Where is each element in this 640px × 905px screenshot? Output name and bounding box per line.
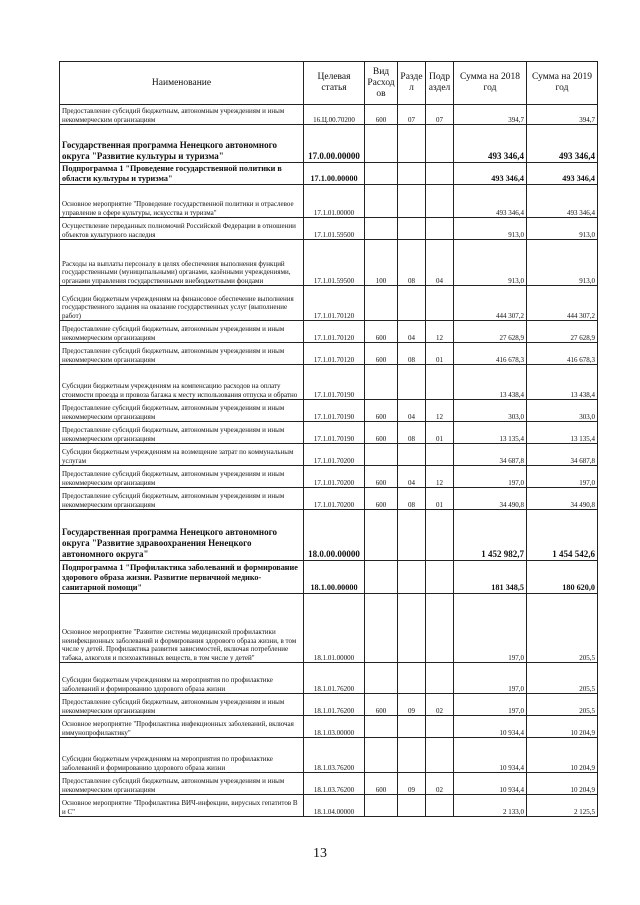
cell-sum-2018: 197,0 — [454, 594, 527, 663]
cell-section — [398, 125, 426, 163]
cell-sum-2019: 34 687,8 — [527, 444, 598, 466]
cell-sum-2018: 1 452 982,7 — [454, 510, 527, 561]
cell-expense-type — [365, 716, 398, 738]
table-row — [60, 594, 598, 663]
cell-name: Подпрограмма 1 "Проведение государственной политики в области культуры и туризма" — [60, 163, 304, 185]
table-row — [60, 488, 598, 510]
cell-sum-2019: 205,5 — [527, 663, 598, 694]
cell-sum-2018: 27 628,9 — [454, 321, 527, 343]
cell-sum-2019: 34 490,8 — [527, 488, 598, 510]
cell-sum-2019: 444 307,2 — [527, 286, 598, 321]
cell-subsection — [426, 738, 454, 773]
cell-sum-2019: 13 135,4 — [527, 422, 598, 444]
cell-subsection — [426, 561, 454, 594]
cell-section: 08 — [398, 343, 426, 365]
table-row — [60, 561, 598, 594]
table-row — [60, 343, 598, 365]
cell-sum-2018: 197,0 — [454, 466, 527, 488]
cell-name: Субсидии бюджетным учреждениям на мероприятия по профилактике заболеваний и формированию здорового образа жизни — [60, 663, 304, 694]
cell-section — [398, 185, 426, 218]
cell-sum-2018: 13 438,4 — [454, 365, 527, 400]
cell-expense-type — [365, 286, 398, 321]
header-subsection: Подр аздел — [426, 62, 454, 105]
table-row — [60, 400, 598, 422]
cell-target-article: 17.1.01.70120 — [304, 343, 365, 365]
cell-subsection — [426, 286, 454, 321]
cell-sum-2019: 913,0 — [527, 218, 598, 240]
header-sum-2019: Сумма на 2019 год — [527, 62, 598, 105]
cell-sum-2018: 493 346,4 — [454, 163, 527, 185]
cell-target-article: 17.1.01.70200 — [304, 466, 365, 488]
cell-name: Государственная программа Ненецкого автономного округа "Развитие здравоохранения Ненецкого автономного округа" — [60, 510, 304, 561]
table-row — [60, 185, 598, 218]
cell-name: Предоставление субсидий бюджетным, автономным учреждениям и иным некоммерческим организациям — [60, 466, 304, 488]
cell-expense-type — [365, 185, 398, 218]
table-row — [60, 663, 598, 694]
cell-section: 04 — [398, 400, 426, 422]
cell-sum-2019: 10 204,9 — [527, 773, 598, 795]
cell-sum-2019: 493 346,4 — [527, 163, 598, 185]
cell-subsection: 12 — [426, 321, 454, 343]
header-section: Разде л — [398, 62, 426, 105]
header-expense-type: Вид Расход ов — [365, 62, 398, 105]
cell-sum-2018: 2 133,0 — [454, 795, 527, 817]
table-row — [60, 365, 598, 400]
table-row — [60, 738, 598, 773]
cell-name: Основное мероприятие "Профилактика инфекционных заболеваний, включая иммунопрофилактику" — [60, 716, 304, 738]
cell-subsection: 04 — [426, 240, 454, 286]
header-sum-2018: Сумма на 2018 год — [454, 62, 527, 105]
cell-sum-2018: 444 307,2 — [454, 286, 527, 321]
cell-sum-2019: 416 678,3 — [527, 343, 598, 365]
table-row — [60, 240, 598, 286]
cell-expense-type: 600 — [365, 466, 398, 488]
cell-target-article: 16.Ц.00.70200 — [304, 105, 365, 125]
header-name: Наименование — [60, 62, 304, 105]
cell-target-article: 17.1.01.70200 — [304, 488, 365, 510]
cell-section — [398, 716, 426, 738]
cell-subsection: 07 — [426, 105, 454, 125]
cell-expense-type — [365, 561, 398, 594]
cell-expense-type: 600 — [365, 343, 398, 365]
cell-sum-2018: 10 934,4 — [454, 773, 527, 795]
cell-section — [398, 594, 426, 663]
cell-section — [398, 795, 426, 817]
cell-sum-2019: 180 620,0 — [527, 561, 598, 594]
cell-expense-type — [365, 365, 398, 400]
cell-sum-2018: 181 348,5 — [454, 561, 527, 594]
cell-subsection — [426, 163, 454, 185]
cell-expense-type: 100 — [365, 240, 398, 286]
cell-target-article: 18.1.03.76200 — [304, 773, 365, 795]
cell-target-article: 17.1.01.70200 — [304, 444, 365, 466]
cell-name: Основное мероприятие "Профилактика ВИЧ-инфекции, вирусных гепатитов В и С" — [60, 795, 304, 817]
cell-expense-type: 600 — [365, 422, 398, 444]
cell-sum-2018: 34 687,8 — [454, 444, 527, 466]
cell-section: 04 — [398, 321, 426, 343]
table-row — [60, 286, 598, 321]
cell-sum-2019: 493 346,4 — [527, 185, 598, 218]
cell-target-article: 17.1.01.70120 — [304, 286, 365, 321]
cell-name: Государственная программа Ненецкого автономного округа "Развитие культуры и туризма" — [60, 125, 304, 163]
cell-sum-2018: 493 346,4 — [454, 125, 527, 163]
cell-target-article: 17.1.01.70190 — [304, 365, 365, 400]
cell-target-article: 18.1.03.00000 — [304, 716, 365, 738]
cell-name: Предоставление субсидий бюджетным, автономным учреждениям и иным некоммерческим организациям — [60, 105, 304, 125]
cell-expense-type — [365, 510, 398, 561]
cell-name: Предоставление субсидий бюджетным, автономным учреждениям и иным некоммерческим организациям — [60, 321, 304, 343]
cell-section: 04 — [398, 466, 426, 488]
cell-name: Субсидии бюджетным учреждениям на мероприятия по профилактике заболеваний и формированию здорового образа жизни — [60, 738, 304, 773]
cell-sum-2018: 913,0 — [454, 218, 527, 240]
cell-target-article: 17.1.01.59500 — [304, 218, 365, 240]
cell-subsection — [426, 185, 454, 218]
cell-target-article: 18.0.00.00000 — [304, 510, 365, 561]
cell-section — [398, 663, 426, 694]
cell-section — [398, 561, 426, 594]
cell-expense-type: 600 — [365, 321, 398, 343]
cell-subsection: 02 — [426, 773, 454, 795]
cell-section — [398, 163, 426, 185]
cell-sum-2019: 10 204,9 — [527, 738, 598, 773]
cell-sum-2019: 13 438,4 — [527, 365, 598, 400]
cell-target-article: 17.1.01.59500 — [304, 240, 365, 286]
cell-subsection — [426, 125, 454, 163]
cell-expense-type — [365, 125, 398, 163]
table-row — [60, 163, 598, 185]
cell-target-article: 17.1.01.70120 — [304, 321, 365, 343]
cell-name: Предоставление субсидий бюджетным, автономным учреждениям и иным некоммерческим организациям — [60, 488, 304, 510]
cell-subsection — [426, 365, 454, 400]
cell-name: Подпрограмма 1 "Профилактика заболеваний и формирование здорового образа жизни. Развитие первичной медико-санитарной помощи" — [60, 561, 304, 594]
cell-target-article: 17.1.01.00000 — [304, 185, 365, 218]
cell-expense-type — [365, 218, 398, 240]
cell-sum-2019: 2 125,5 — [527, 795, 598, 817]
cell-section — [398, 286, 426, 321]
cell-sum-2019: 303,0 — [527, 400, 598, 422]
cell-subsection — [426, 444, 454, 466]
table-row — [60, 321, 598, 343]
cell-subsection: 12 — [426, 466, 454, 488]
cell-subsection — [426, 663, 454, 694]
cell-expense-type: 600 — [365, 105, 398, 125]
cell-sum-2018: 34 490,8 — [454, 488, 527, 510]
cell-subsection — [426, 795, 454, 817]
cell-target-article: 18.1.00.00000 — [304, 561, 365, 594]
cell-subsection: 01 — [426, 422, 454, 444]
cell-name: Предоставление субсидий бюджетным, автономным учреждениям и иным некоммерческим организациям — [60, 343, 304, 365]
table-row — [60, 510, 598, 561]
cell-subsection — [426, 594, 454, 663]
cell-sum-2019: 205,5 — [527, 594, 598, 663]
cell-target-article: 18.1.01.76200 — [304, 663, 365, 694]
cell-name: Расходы на выплаты персоналу в целях обеспечения выполнения функций государственными (муниципальными) органами, казёнными учреждениями, органами управления государственными внебюджетными фондами — [60, 240, 304, 286]
cell-expense-type — [365, 444, 398, 466]
cell-sum-2019: 205,5 — [527, 694, 598, 716]
cell-sum-2018: 10 934,4 — [454, 716, 527, 738]
table-body — [60, 105, 598, 817]
cell-subsection: 01 — [426, 343, 454, 365]
table-row — [60, 694, 598, 716]
cell-sum-2019: 493 346,4 — [527, 125, 598, 163]
cell-name: Основное мероприятие "Развитие системы медицинской профилактики неинфекционных заболеваний и формирования здорового образа жизни, в том числе у детей. Профилактика развития зависимостей, включая потребление табака, алкоголя и психоактивных веществ, в том числе у детей" — [60, 594, 304, 663]
page-number: 13 — [313, 846, 327, 861]
cell-name: Субсидии бюджетным учреждениям на финансовое обеспечение выполнения государственного задания на оказание государственных услуг (выполнение работ) — [60, 286, 304, 321]
cell-sum-2018: 493 346,4 — [454, 185, 527, 218]
cell-section — [398, 738, 426, 773]
cell-section: 08 — [398, 422, 426, 444]
table-header — [60, 62, 598, 105]
cell-expense-type — [365, 663, 398, 694]
cell-name: Осуществление переданных полномочий Российской Федерации в отношении объектов культурного наследия — [60, 218, 304, 240]
cell-subsection: 02 — [426, 694, 454, 716]
table-row — [60, 773, 598, 795]
budget-table — [59, 61, 598, 817]
cell-sum-2018: 197,0 — [454, 694, 527, 716]
cell-target-article: 18.1.03.76200 — [304, 738, 365, 773]
table-row — [60, 444, 598, 466]
cell-section — [398, 218, 426, 240]
cell-sum-2018: 394,7 — [454, 105, 527, 125]
cell-target-article: 17.0.00.00000 — [304, 125, 365, 163]
cell-target-article: 17.1.01.70190 — [304, 422, 365, 444]
table-row — [60, 218, 598, 240]
cell-sum-2019: 1 454 542,6 — [527, 510, 598, 561]
cell-section — [398, 444, 426, 466]
cell-section: 09 — [398, 694, 426, 716]
cell-target-article: 18.1.01.76200 — [304, 694, 365, 716]
table-row — [60, 125, 598, 163]
cell-sum-2018: 10 934,4 — [454, 738, 527, 773]
cell-sum-2018: 913,0 — [454, 240, 527, 286]
cell-expense-type: 600 — [365, 488, 398, 510]
cell-section: 07 — [398, 105, 426, 125]
cell-target-article: 18.1.04.00000 — [304, 795, 365, 817]
cell-expense-type: 600 — [365, 773, 398, 795]
cell-sum-2018: 303,0 — [454, 400, 527, 422]
cell-section — [398, 510, 426, 561]
cell-sum-2019: 913,0 — [527, 240, 598, 286]
cell-name: Основное мероприятие "Проведение государственной политики и отраслевое управление в сфере культуры, искусства и туризма" — [60, 185, 304, 218]
cell-sum-2019: 197,0 — [527, 466, 598, 488]
cell-sum-2019: 10 204,9 — [527, 716, 598, 738]
cell-expense-type — [365, 795, 398, 817]
cell-target-article: 18.1.01.00000 — [304, 594, 365, 663]
cell-expense-type: 600 — [365, 694, 398, 716]
cell-sum-2018: 197,0 — [454, 663, 527, 694]
cell-target-article: 17.1.01.70190 — [304, 400, 365, 422]
cell-section — [398, 365, 426, 400]
table-row — [60, 466, 598, 488]
cell-sum-2018: 13 135,4 — [454, 422, 527, 444]
cell-subsection — [426, 218, 454, 240]
cell-subsection — [426, 716, 454, 738]
cell-name: Предоставление субсидий бюджетным, автономным учреждениям и иным некоммерческим организациям — [60, 422, 304, 444]
table-row — [60, 105, 598, 125]
cell-subsection: 12 — [426, 400, 454, 422]
cell-expense-type — [365, 163, 398, 185]
cell-subsection — [426, 510, 454, 561]
cell-section: 09 — [398, 773, 426, 795]
table-row — [60, 716, 598, 738]
cell-name: Предоставление субсидий бюджетным, автономным учреждениям и иным некоммерческим организациям — [60, 400, 304, 422]
cell-expense-type: 600 — [365, 400, 398, 422]
cell-section: 08 — [398, 488, 426, 510]
cell-expense-type — [365, 738, 398, 773]
cell-name: Субсидии бюджетным учреждениям на возмещение затрат по коммунальным услугам — [60, 444, 304, 466]
cell-sum-2019: 394,7 — [527, 105, 598, 125]
header-target-article: Целевая статья — [304, 62, 365, 105]
cell-target-article: 17.1.00.00000 — [304, 163, 365, 185]
cell-section: 08 — [398, 240, 426, 286]
cell-name: Предоставление субсидий бюджетным, автономным учреждениям и иным некоммерческим организациям — [60, 773, 304, 795]
cell-sum-2019: 27 628,9 — [527, 321, 598, 343]
cell-name: Субсидии бюджетным учреждениям на компенсацию расходов на оплату стоимости проезда и провоза багажа к месту использования отпуска и обратно — [60, 365, 304, 400]
table-row — [60, 422, 598, 444]
cell-subsection: 01 — [426, 488, 454, 510]
cell-name: Предоставление субсидий бюджетным, автономным учреждениям и иным некоммерческим организациям — [60, 694, 304, 716]
table-row — [60, 795, 598, 817]
cell-sum-2018: 416 678,3 — [454, 343, 527, 365]
cell-expense-type — [365, 594, 398, 663]
